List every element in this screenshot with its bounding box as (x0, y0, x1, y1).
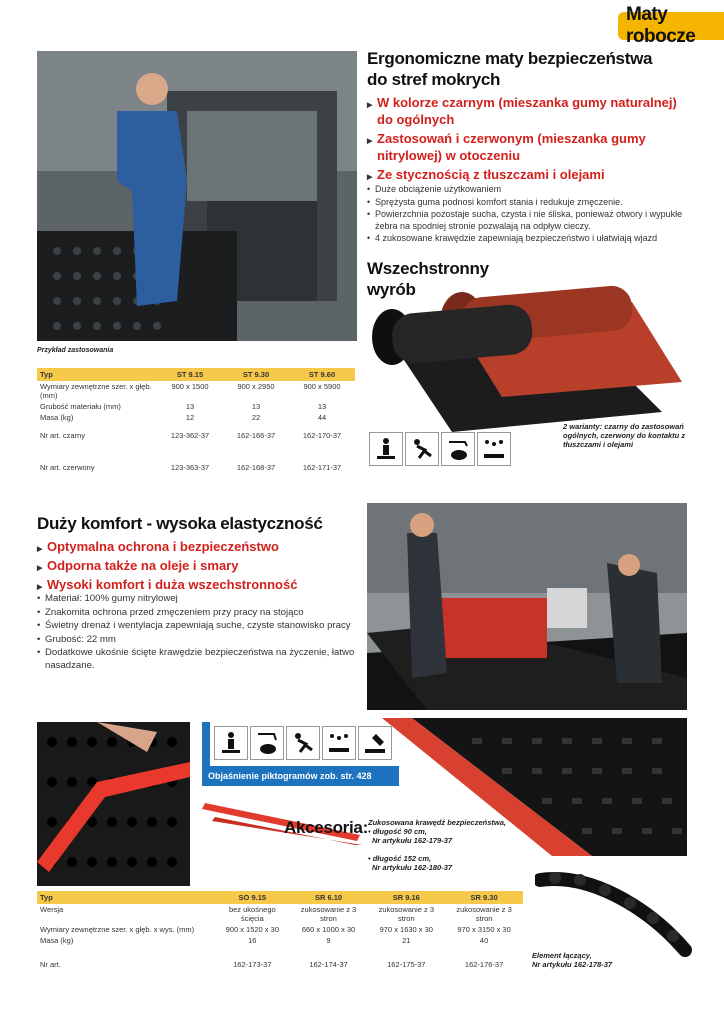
accessory-edge-len1: • długość 90 cm, (368, 827, 427, 836)
table-cell: 162-176-37 (464, 960, 504, 969)
table-cell: 162-173-37 (233, 960, 272, 969)
table-header-cell: ST 9.30 (223, 368, 289, 381)
bullet: • 4 zukosowane krawędzie zapewniają bezpieczeństwo i ułatwiają wjazd (367, 233, 697, 245)
table-header-cell: ST 9.15 (157, 368, 223, 381)
wet-floor-icon (477, 432, 511, 466)
red-point: ▶ Optymalna ochrona i bezpieczeństwo (37, 538, 367, 555)
bullet: • Grubość: 22 mm (37, 634, 362, 647)
table-cell: 9 (326, 936, 331, 945)
table-cell: 40 (479, 936, 489, 945)
section-tab: Maty robocze (618, 12, 724, 40)
section1-title (367, 48, 707, 90)
bullet: • Znakomita ochrona przed zmęczeniem przy pracy na stojąco (37, 607, 362, 620)
table-row (37, 924, 523, 935)
accessory-edge-title: Zukosowana krawędź bezpieczeństwa, (368, 818, 506, 827)
table-cell: 162-168-37 (236, 463, 276, 472)
table-row (37, 935, 523, 946)
subtitle-line2: wyrób (367, 280, 416, 299)
accessory-edge-len2: • długość 152 cm, (368, 854, 432, 863)
bullet: • Sprężysta guma podnosi komfort stania i redukuje zmęczenie. (367, 197, 697, 209)
table-cell: bez ukośnego ścięcia (228, 905, 276, 923)
table-cell: 162-166-37 (236, 431, 276, 440)
connector-caption-line2: Nr artykułu 162-178-37 (532, 960, 613, 969)
table-cell: 660 x 1000 x 30 (301, 925, 356, 934)
table-row (37, 457, 355, 483)
table-cell: 162-170-37 (302, 431, 342, 440)
red-point: ▶ Zastosowań i czerwonym (mieszanka gumy nitrylowej) w otoczeniu (367, 130, 687, 164)
oil-pour-icon (250, 726, 284, 760)
table-cell: Wersja (40, 905, 64, 914)
product-caption: 2 warianty: czarny do zastosowań ogólnych, czerwony do kontaktu z tłuszczami i olejami (563, 422, 686, 449)
table-cell: zukosowanie z 3 stron (300, 905, 357, 923)
table-cell: 12 (185, 413, 195, 422)
table-cell: Wymiary zewnętrzne szer. x głęb. (mm) (40, 382, 152, 400)
table-cell: zukosowanie z 3 stron (378, 905, 435, 923)
table-cell: 900 x 2950 (237, 382, 275, 391)
standing-person-icon (369, 432, 403, 466)
standing-person-icon (214, 726, 248, 760)
bullet: • Duże obciążenie użytkowaniem (367, 184, 697, 196)
table-cell: 162-174-37 (309, 960, 348, 969)
table-header-cell: SO 9.15 (215, 891, 290, 904)
red-point: ▶ Odporna także na oleje i smary (37, 557, 367, 574)
table-st (37, 368, 355, 483)
table-cell: 162-175-37 (387, 960, 426, 969)
section2-bullets (37, 593, 362, 673)
table-cell: 44 (317, 413, 327, 422)
table-row (37, 423, 355, 457)
photo-caption: Przykład zastosowania (37, 347, 114, 354)
application-photo-art (37, 51, 357, 341)
section1-red-points (367, 94, 687, 185)
table-so-sr (37, 891, 523, 976)
workshop-photo (367, 503, 687, 710)
table-cell: Nr art. czerwony (40, 463, 95, 472)
table-header-cell: Typ (37, 891, 215, 904)
table-cell: Nr art. czarny (40, 431, 86, 440)
table-cell: 13 (251, 402, 261, 411)
table-cell: 13 (317, 402, 327, 411)
table-row (37, 381, 355, 401)
section2-red-points (37, 538, 367, 595)
table-header-row (37, 891, 523, 904)
table-row (37, 946, 523, 976)
connector-caption-line1: Element łączący, (532, 951, 592, 960)
red-point: ▶ W kolorze czarnym (mieszanka gumy naturalnej) do ogólnych (367, 94, 687, 128)
section1-title-line2: do stref mokrych (367, 70, 501, 89)
mat-closeup-photo (37, 722, 190, 886)
table-cell: Grubość materiału (mm) (40, 402, 121, 411)
table-cell: 16 (248, 936, 257, 945)
table-cell: 123-363-37 (170, 463, 210, 472)
oil-drop-icon (441, 432, 475, 466)
red-point: ▶ Ze stycznością z tłuszczami i olejami (367, 166, 687, 183)
table-cell: zukosowanie z 3 stron (456, 905, 512, 923)
bullet: • Powierzchnia pozostaje sucha, czysta i nie śliska, ponieważ otwory i wypukłe żebra na spodniej stronie pozwalają na odpływ cieczy. (367, 209, 697, 232)
mat-corner-image (382, 718, 687, 856)
section1-title-line1: Ergonomiczne maty bezpieczeństwa (367, 49, 653, 68)
pictogram-row-2 (210, 722, 399, 760)
section2-title: Duży komfort - wysoka elastyczność (37, 514, 323, 533)
table-cell: 900 x 1520 x 30 (225, 925, 279, 934)
bullet: • Świetny drenaż i wentylacja zapewniają suche, czyste stanowisko pracy (37, 620, 362, 633)
connector-element-image (535, 870, 695, 960)
wet-floor-icon (322, 726, 356, 760)
product-mats-image (362, 262, 692, 432)
workshop-photo-art (367, 503, 687, 710)
pictogram-note[interactable]: Objaśnienie piktogramów zob. str. 428 (208, 771, 372, 781)
table-cell: 123-362-37 (170, 431, 210, 440)
accessory-edge-art1: Nr artykułu 162-179-37 (372, 836, 453, 845)
bullet: • Materiał: 100% gumy nitrylowej (37, 593, 362, 606)
table-row (37, 401, 355, 412)
table-header-cell: ST 9.60 (289, 368, 355, 381)
table-cell: 162-171-37 (302, 463, 342, 472)
mat-closeup-art (37, 722, 190, 886)
pictogram-note-band (202, 766, 399, 786)
table-cell: 900 x 5900 (303, 382, 341, 391)
table-cell: Masa (kg) (40, 413, 74, 422)
table-header-cell: SR 9.30 (445, 891, 523, 904)
table-cell: Nr art. (40, 960, 61, 969)
red-point: ▶ Wysoki komfort i duża wszechstronność (37, 576, 367, 593)
table-cell: 970 x 3150 x 30 (457, 925, 511, 934)
section1-bullets (367, 184, 697, 246)
accessory-edge-art2: Nr artykułu 162-180-37 (372, 863, 453, 872)
slipping-person-icon (286, 726, 320, 760)
table-row (37, 904, 523, 924)
table-cell: Wymiary zewnętrzne szer. x głęb. x wys. (mm) (40, 925, 195, 934)
accessories-label: Akcesoria: (284, 818, 368, 837)
connector-caption (532, 951, 682, 969)
pictogram-row-1 (369, 432, 513, 466)
table-cell: 21 (402, 936, 411, 945)
table-header-cell: Typ (37, 368, 157, 381)
table-cell: 13 (185, 402, 195, 411)
table-cell: 970 x 1630 x 30 (379, 925, 433, 934)
table-header-cell: SR 9.16 (367, 891, 445, 904)
table-cell: Masa (kg) (40, 936, 74, 945)
table-header-cell: SR 6.10 (290, 891, 368, 904)
table-cell: 900 x 1500 (171, 382, 209, 391)
table-header-row (37, 368, 355, 381)
subtitle-line1: Wszechstronny (367, 259, 489, 278)
application-photo (37, 51, 357, 341)
table-cell: 22 (251, 413, 261, 422)
slipping-person-icon (405, 432, 439, 466)
bullet: • Dodatkowe ukośnie ścięte krawędzie bezpieczeństwa na życzenie, łatwo nasadzane. (37, 647, 362, 672)
table-row (37, 412, 355, 423)
